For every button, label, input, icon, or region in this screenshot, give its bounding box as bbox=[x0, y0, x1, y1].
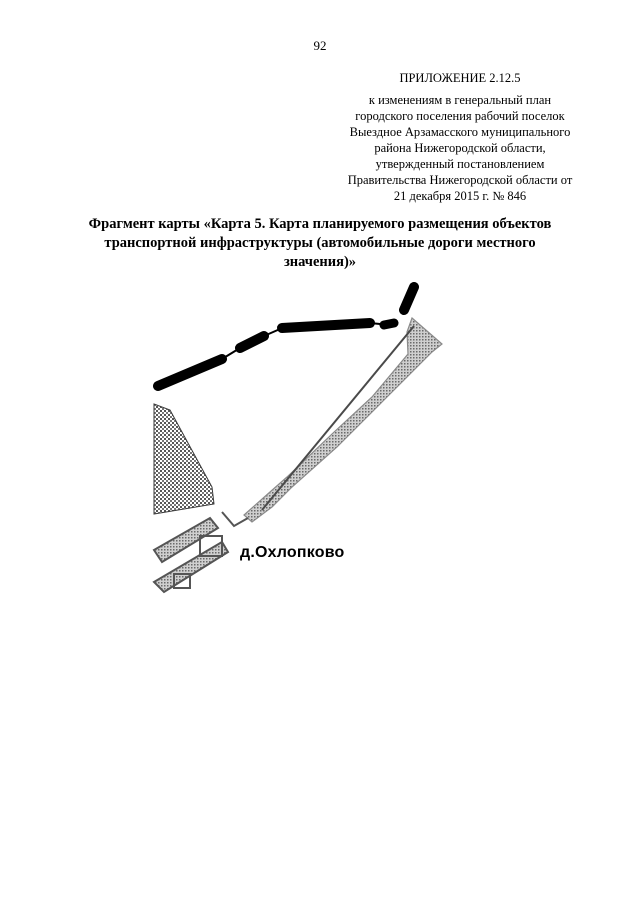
appendix-line: Выездное Арзамасского муниципального bbox=[349, 125, 571, 139]
road-corridor bbox=[244, 318, 442, 522]
existing-road bbox=[244, 318, 442, 522]
appendix-line: Правительства Нижегородской области от bbox=[347, 173, 573, 187]
planned-road-segment bbox=[240, 336, 264, 348]
appendix-line: 21 декабря 2015 г. № 846 bbox=[393, 189, 527, 203]
planned-road-segment bbox=[404, 287, 414, 310]
document-title-line: значения)» bbox=[283, 254, 357, 270]
appendix-line: утвержденный постановлением bbox=[375, 157, 545, 171]
settlement-territory bbox=[154, 404, 214, 514]
road-centerline bbox=[262, 326, 414, 510]
village-lane bbox=[222, 512, 248, 526]
appendix-line: к изменениям в генеральный план bbox=[368, 93, 552, 107]
document-title bbox=[80, 215, 560, 272]
appendix-line: городского поселения рабочий поселок bbox=[355, 109, 565, 123]
planned-road-segment bbox=[384, 323, 394, 325]
appendix-line: района Нижегородской области, bbox=[374, 141, 546, 155]
page-number: 92 bbox=[313, 38, 327, 53]
village-blocks bbox=[154, 512, 248, 592]
document-title-line: Фрагмент карты «Карта 5. Карта планируемого размещения объектов bbox=[88, 216, 552, 232]
appendix-title: ПРИЛОЖЕНИЕ 2.12.5 bbox=[399, 71, 521, 85]
planned-road-connector bbox=[370, 323, 380, 324]
place-label: д.Охлопково bbox=[240, 544, 345, 561]
appendix-block bbox=[330, 70, 590, 204]
planned-road-segment bbox=[158, 359, 222, 386]
planned-road-segment bbox=[282, 323, 370, 328]
document-title-line: транспортной инфраструктуры (автомобильные дороги местного bbox=[104, 235, 536, 251]
